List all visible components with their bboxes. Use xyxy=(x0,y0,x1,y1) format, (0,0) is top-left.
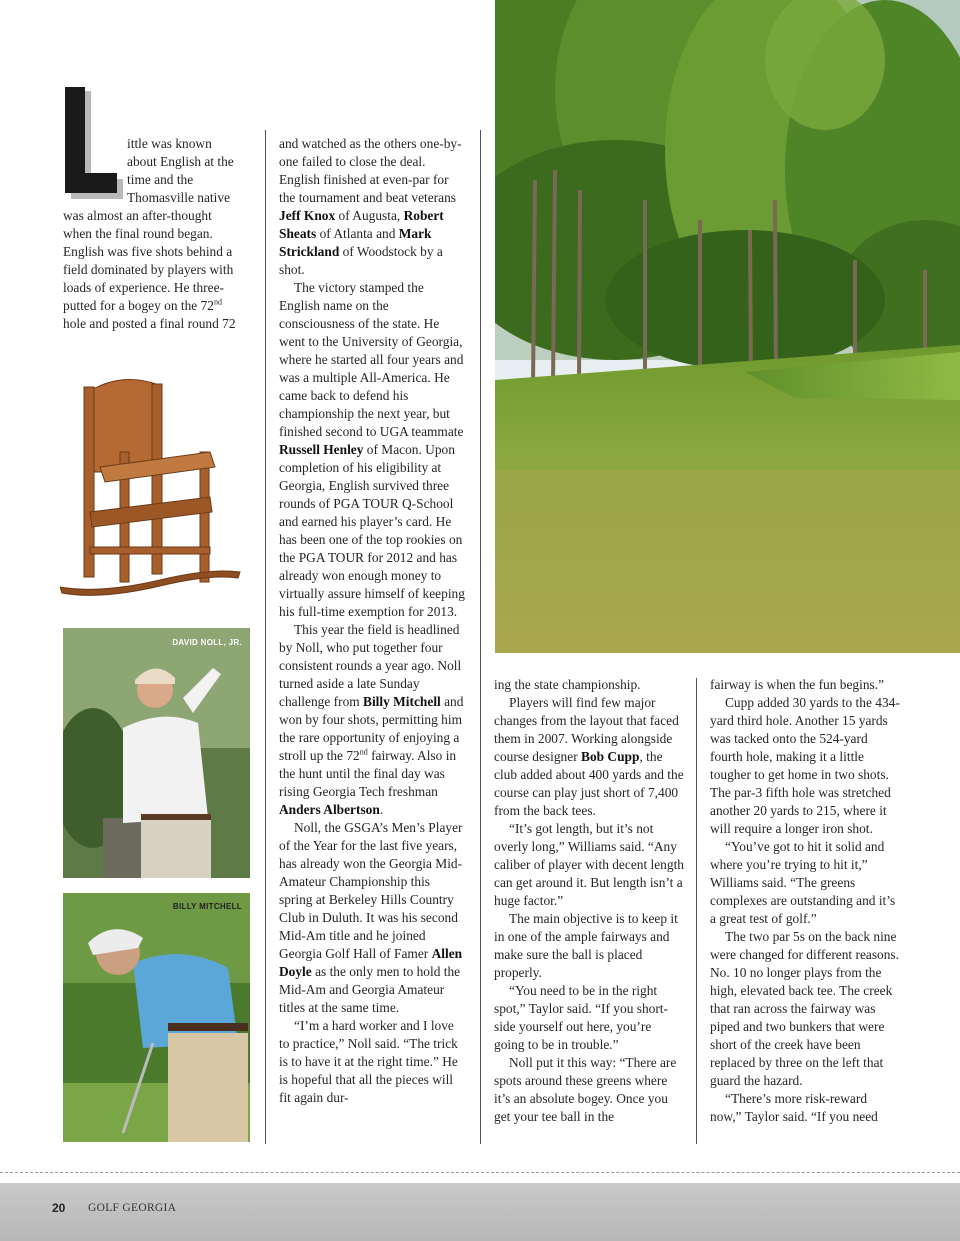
name-bold: Billy Mitchell xyxy=(363,694,441,709)
name-bold: Jeff Knox xyxy=(279,208,336,223)
magazine-name: GOLF GEORGIA xyxy=(88,1202,177,1214)
article-column-3 xyxy=(494,676,684,1126)
name-bold: Russell Henley xyxy=(279,442,364,457)
paragraph: “You need to be in the right spot,” Taylor said. “If you short-side yourself out here, you’re going to be in trouble.” xyxy=(494,983,668,1052)
paragraph: Cupp added 30 yards to the 434-yard third hole. Another 15 yards was tacked onto the 524-yard fourth hole, making it a little tougher to get home in two shots. The par-3 fifth hole was stretched another 20 yards to 215, where it will require a longer iron shot. xyxy=(710,695,900,836)
paragraph: Noll, the GSGA’s Men’s Player of the Year for the last five years, has already won the Georgia Mid-Amateur Championship this spring at Berkeley Hills Country Club in Duluth. It was his second Mid-Am title and he joined Georgia Golf Hall of Famer Allen Doyle as the only men to hold the Mid-Am and Georgia Amateur titles at the same time. xyxy=(279,820,463,1015)
paragraph: Players will find few major changes from the layout that faced them in 2007. Working alongside course designer Bob Cupp, the club added about 400 yards and the course can play just short of 7,400 from the back tees. xyxy=(494,695,684,818)
billy-mitchell-photo xyxy=(63,893,250,1142)
paragraph: Noll put it this way: “There are spots around these greens where it’s an absolute bogey. Once you get your tee ball in the xyxy=(494,1055,677,1124)
paragraph: ing the state championship. xyxy=(494,677,641,692)
paragraph: “There’s more risk-reward now,” Taylor said. “If you need xyxy=(710,1091,878,1124)
paragraph: The main objective is to keep it in one of the ample fairways and make sure the ball is placed properly. xyxy=(494,911,678,980)
article-column-1 xyxy=(63,135,241,333)
column-rule xyxy=(265,130,266,1144)
name-bold: Robert Sheats xyxy=(279,208,444,241)
rocking-chair-image xyxy=(60,372,245,604)
article-column-2 xyxy=(279,135,465,1107)
paragraph: ittle was known about English at the time and the Thomasville native was almost an after-thought when the final round began. English was five shots behind a field dominated by players with loads of experience. He three-putted for a bogey on the 72nd hole and posted a final round 72 xyxy=(63,136,236,331)
paragraph: “I’m a hard worker and I love to practice,” Noll said. “The trick is to have it at the right time.” He is hopeful that all the pieces will fit again dur- xyxy=(279,1018,458,1105)
column-rule xyxy=(696,678,697,1144)
paragraph: The victory stamped the English name on the consciousness of the state. He went to the University of Georgia, where he started all four years and was a multiple All-America. He came back to defend his championship the next year, but finished second to UGA teammate Russell Henley of Macon. Upon completion of his eligibility at Georgia, English survived three rounds of PGA TOUR Q-School and earned his player’s card. He has been one of the top rookies on the PGA TOUR for 2012 and has already won enough money to virtually assure himself of keeping his full-time exemption for 2013. xyxy=(279,280,465,619)
david-noll-photo xyxy=(63,628,250,878)
article-column-4 xyxy=(710,676,900,1126)
photo-caption: DAVID NOLL, JR. xyxy=(172,638,242,647)
column-rule xyxy=(480,130,481,1144)
name-bold: Allen Doyle xyxy=(279,946,463,979)
name-bold: Mark Strickland xyxy=(279,226,432,259)
name-bold: Anders Albertson xyxy=(279,802,380,817)
page-number: 20 xyxy=(52,1201,66,1215)
paragraph: “You’ve got to hit it solid and where you’re trying to hit it,” Williams said. “The greens complexes are outstanding and it’s a great test of golf.” xyxy=(710,839,896,926)
paragraph: and watched as the others one-by-one failed to close the deal. English finished at even-par for the tournament and beat veterans Jeff Knox of Augusta, Robert Sheats of Atlanta and Mark Strickland of Woodstock by a shot. xyxy=(279,136,462,277)
footer-dashed-divider xyxy=(0,1172,960,1173)
photo-caption: BILLY MITCHELL xyxy=(172,902,242,911)
paragraph: “It’s got length, but it’s not overly long,” Williams said. “Any caliber of player with decent length can get around it. But length isn’t a huge factor.” xyxy=(494,821,684,908)
drop-cap xyxy=(63,87,125,201)
hero-course-photo xyxy=(495,0,960,653)
paragraph: The two par 5s on the back nine were changed for different reasons. No. 10 no longer plays from the high, elevated back tee. The creek that ran across the fairway was piped and two bunkers that were short of the creek have been replaced by three on the left that guard the hazard. xyxy=(710,929,899,1088)
name-bold: Bob Cupp xyxy=(581,749,640,764)
paragraph: This year the field is headlined by Noll, who put together four consistent rounds a year ago. Noll turned aside a late Sunday challenge from Billy Mitchell and won by four shots, permitting him the rare opportunity of enjoying a stroll up the 72nd fairway. Also in the hunt until the final day was rising Georgia Tech freshman Anders Albertson. xyxy=(279,622,464,817)
paragraph: fairway is when the fun begins.” xyxy=(710,677,885,692)
